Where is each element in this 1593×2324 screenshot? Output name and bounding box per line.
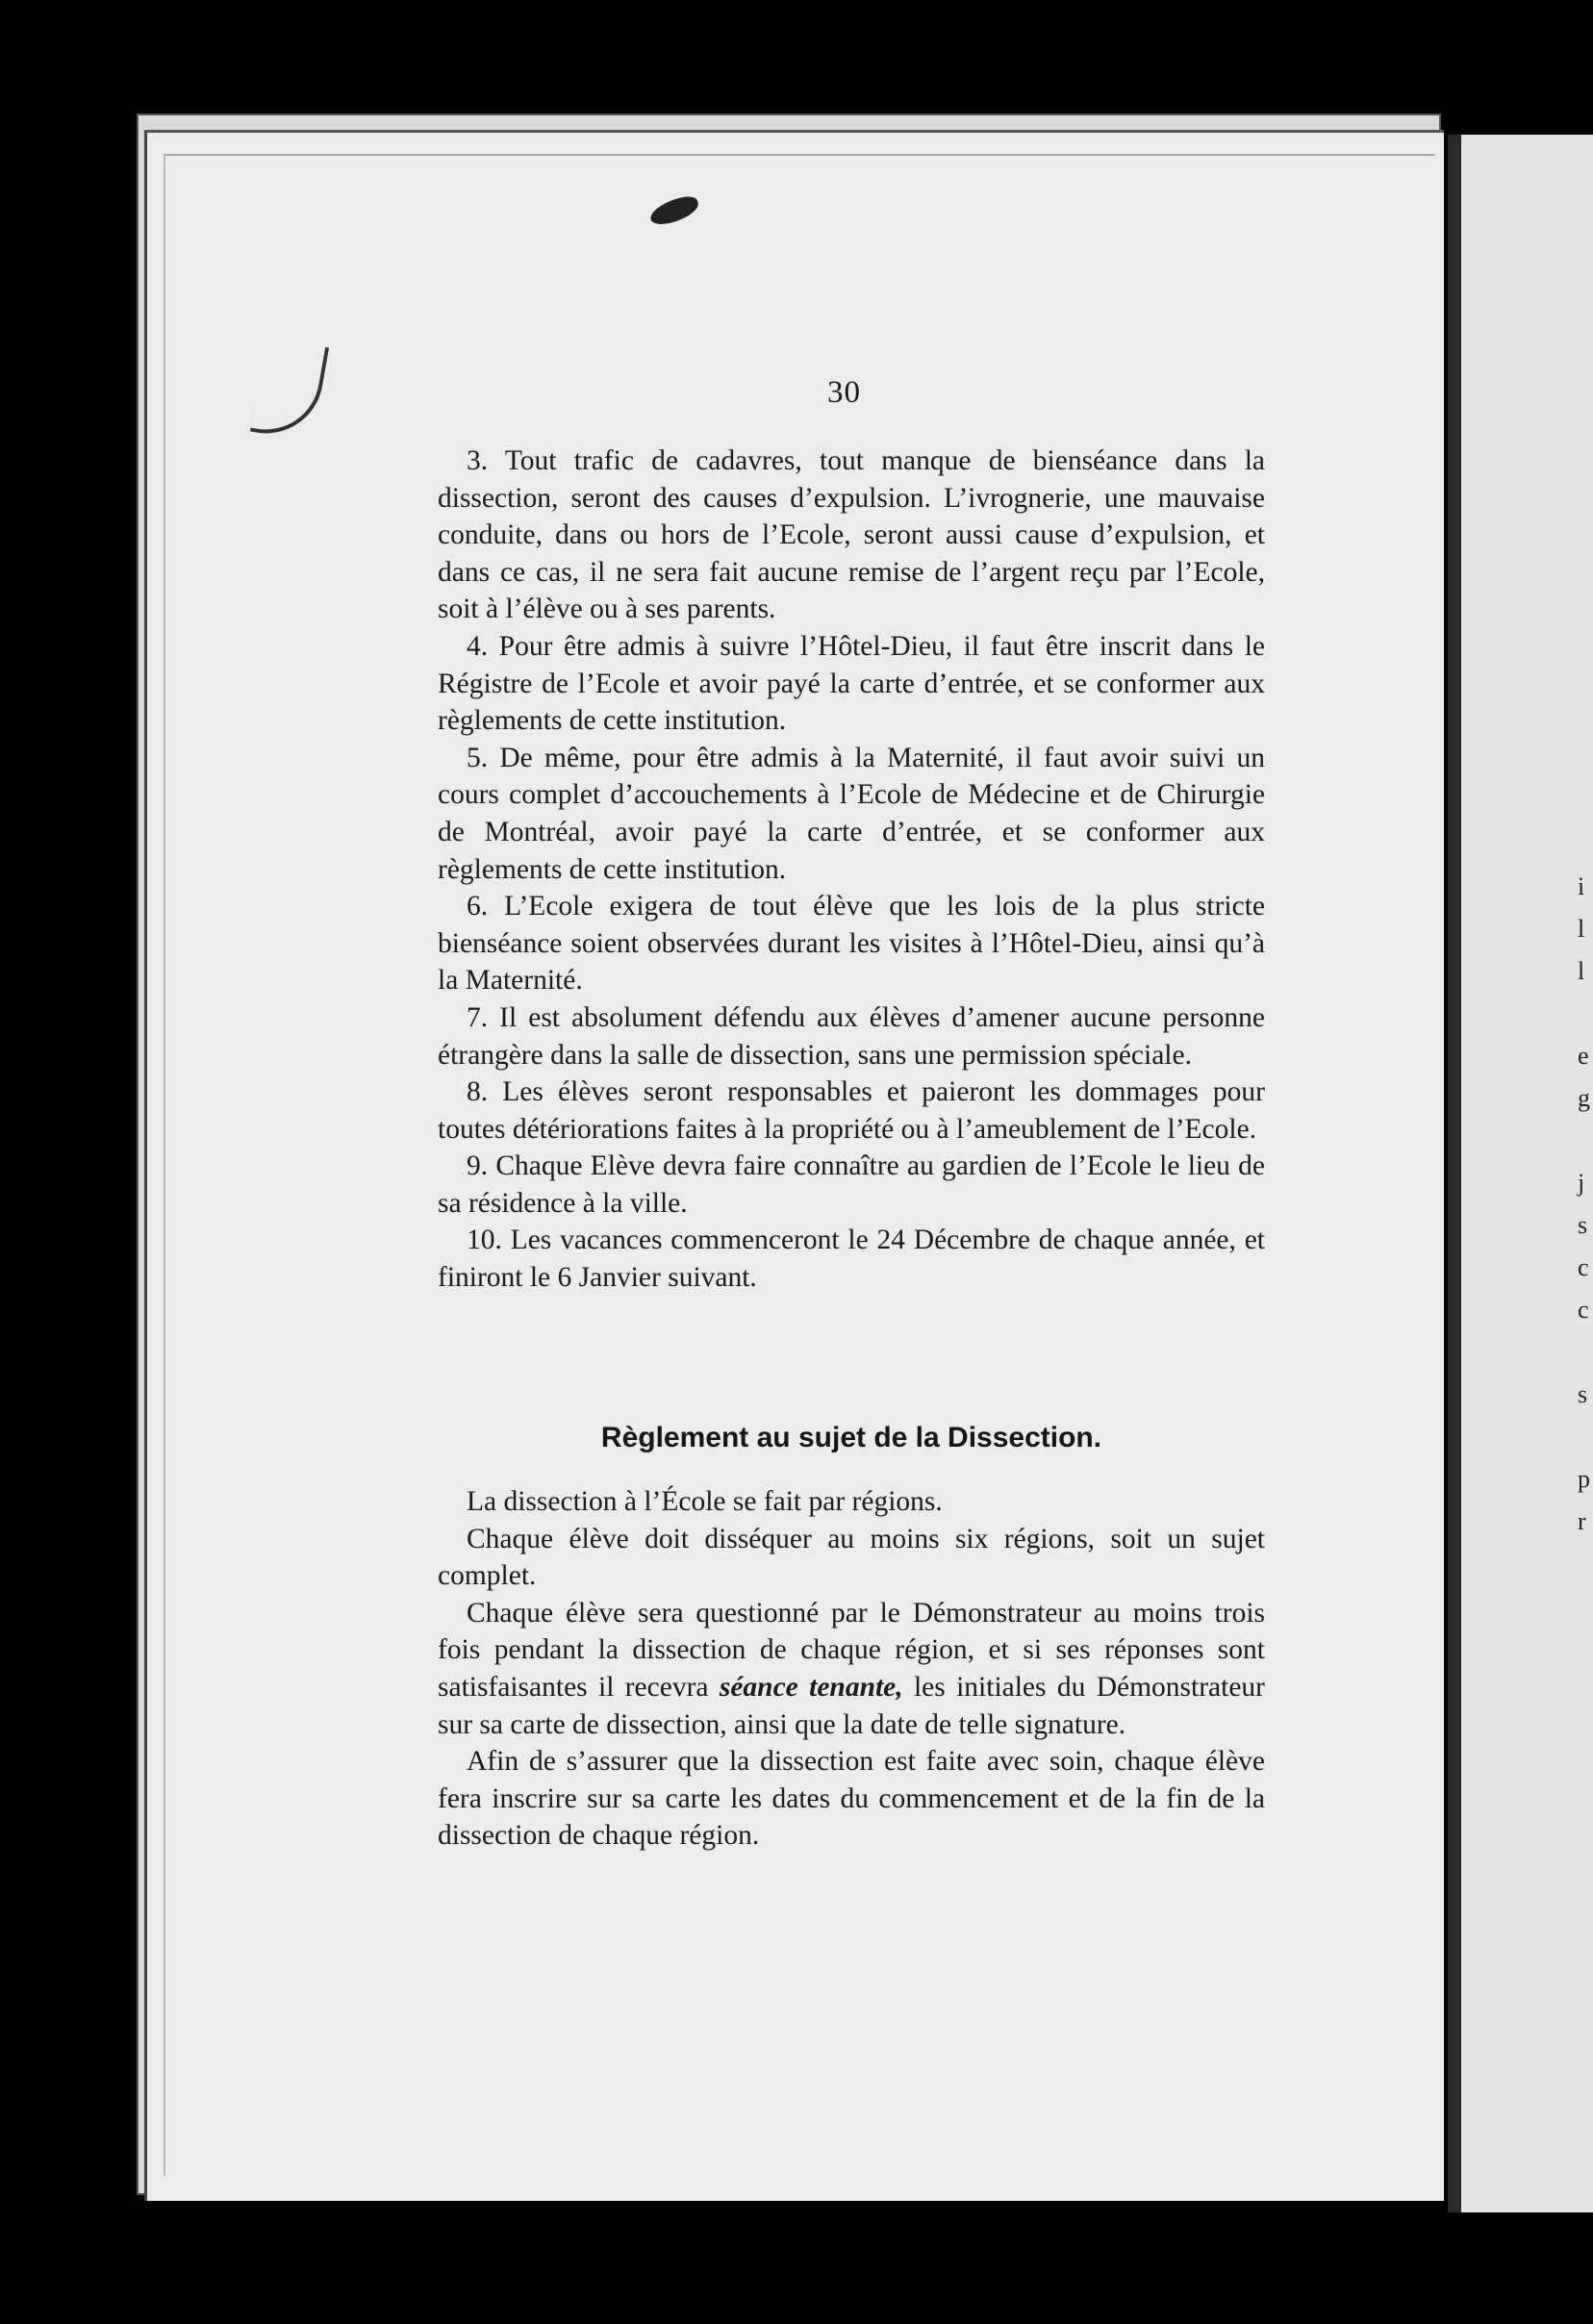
dissection-paragraph: Chaque élève doit disséquer au moins six régions, soit un sujet complet. [438, 1523, 1265, 1592]
facing-page-letter: l [1578, 957, 1585, 985]
facing-page-letter: c [1578, 1296, 1589, 1324]
page-number: 30 [827, 375, 861, 410]
facing-page-letter: j [1578, 1169, 1585, 1197]
facing-page-letter [1578, 1331, 1593, 1374]
rules-list [438, 442, 1265, 1297]
facing-page-letter: r [1578, 1507, 1586, 1535]
section-heading: Règlement au sujet de la Dissection. [600, 1422, 1102, 1453]
rule-paragraph: 10. Les vacances commenceront le 24 Décembre de chaque année, et finiront le 6 Janvier suivant. [438, 1225, 1265, 1294]
facing-page-letter: l [1578, 915, 1585, 943]
rule-paragraph: 5. De même, pour être admis à la Maternité, il faut avoir suivi un cours complet d’accouchements à l’Ecole de Médecine et de Chirurgie de Montréal, avoir payé la carte d’entrée, et se conformer aux règlements de cette institution. [438, 742, 1265, 885]
dissection-paragraph [438, 1595, 1265, 1743]
facing-page-fragments [1578, 866, 1593, 1543]
emphasized-text: séance tenante, [719, 1671, 903, 1703]
rule-paragraph: 9. Chaque Elève devra faire connaître au gardien de l’Ecole le lieu de sa résidence à la ville. [438, 1150, 1265, 1219]
rule-paragraph: 3. Tout trafic de cadavres, tout manque de bienséance dans la dissection, seront des causes d’expulsion. L’ivrognerie, une mauvaise conduite, dans ou hors de l’Ecole, seront aussi cause d’expulsion, et dans ce cas, il ne sera fait aucune remise de l’argent reçu par l’Ecole, soit à l’élève ou à ses parents. [438, 445, 1265, 625]
facing-page-letter: e [1578, 1042, 1589, 1070]
facing-page-letter [1578, 1120, 1593, 1162]
facing-page-letter: i [1578, 872, 1585, 900]
facing-page-letter [1578, 1416, 1593, 1458]
facing-page-letter: g [1578, 1084, 1590, 1112]
dissection-paragraph: La dissection à l’École se fait par régions. [467, 1486, 943, 1517]
rule-paragraph: 7. Il est absolument défendu aux élèves d’amener aucune personne étrangère dans la salle de dissection, sans une permission spéciale. [438, 1001, 1265, 1071]
book-binding [1448, 135, 1461, 2212]
facing-page-letter: p [1578, 1465, 1590, 1493]
facing-page-letter: s [1578, 1380, 1588, 1408]
facing-page-letter [1578, 993, 1593, 1035]
rule-paragraph: 4. Pour être admis à suivre l’Hôtel-Dieu, il faut être inscrit dans le Régistre de l’Ecole et avoir payé la carte d’entrée, et se conformer aux règlements de cette institution. [438, 630, 1265, 737]
rule-paragraph: 6. L’Ecole exigera de tout élève que les lois de la plus stricte bienséance soient observées durant les visites à l’Hôtel-Dieu, ainsi qu’à la Maternité. [438, 891, 1265, 997]
dissection-rules [438, 1483, 1265, 1855]
facing-page-letter: c [1578, 1253, 1589, 1281]
dissection-text: Chaque élève sera questionné par le Démonstrateur au moins trois fois pendant la dissection de chaque région, et si ses réponses sont satisfaisantes il recevra [438, 1597, 1265, 1703]
dissection-text: les initiales du Démonstrateur sur sa carte de dissection, ainsi que la date de telle signature. [438, 1671, 1265, 1740]
rule-paragraph: 8. Les élèves seront responsables et paieront les dommages pour toutes détériorations faites à la propriété ou à l’ameublement de l’Ecole. [438, 1076, 1265, 1145]
dissection-paragraph: Afin de s’assurer que la dissection est faite avec soin, chaque élève fera inscrire sur sa carte les dates du commencement et de la fin de la dissection de chaque région. [438, 1746, 1265, 1852]
facing-page [1448, 135, 1593, 2212]
facing-page-letter: s [1578, 1211, 1588, 1239]
